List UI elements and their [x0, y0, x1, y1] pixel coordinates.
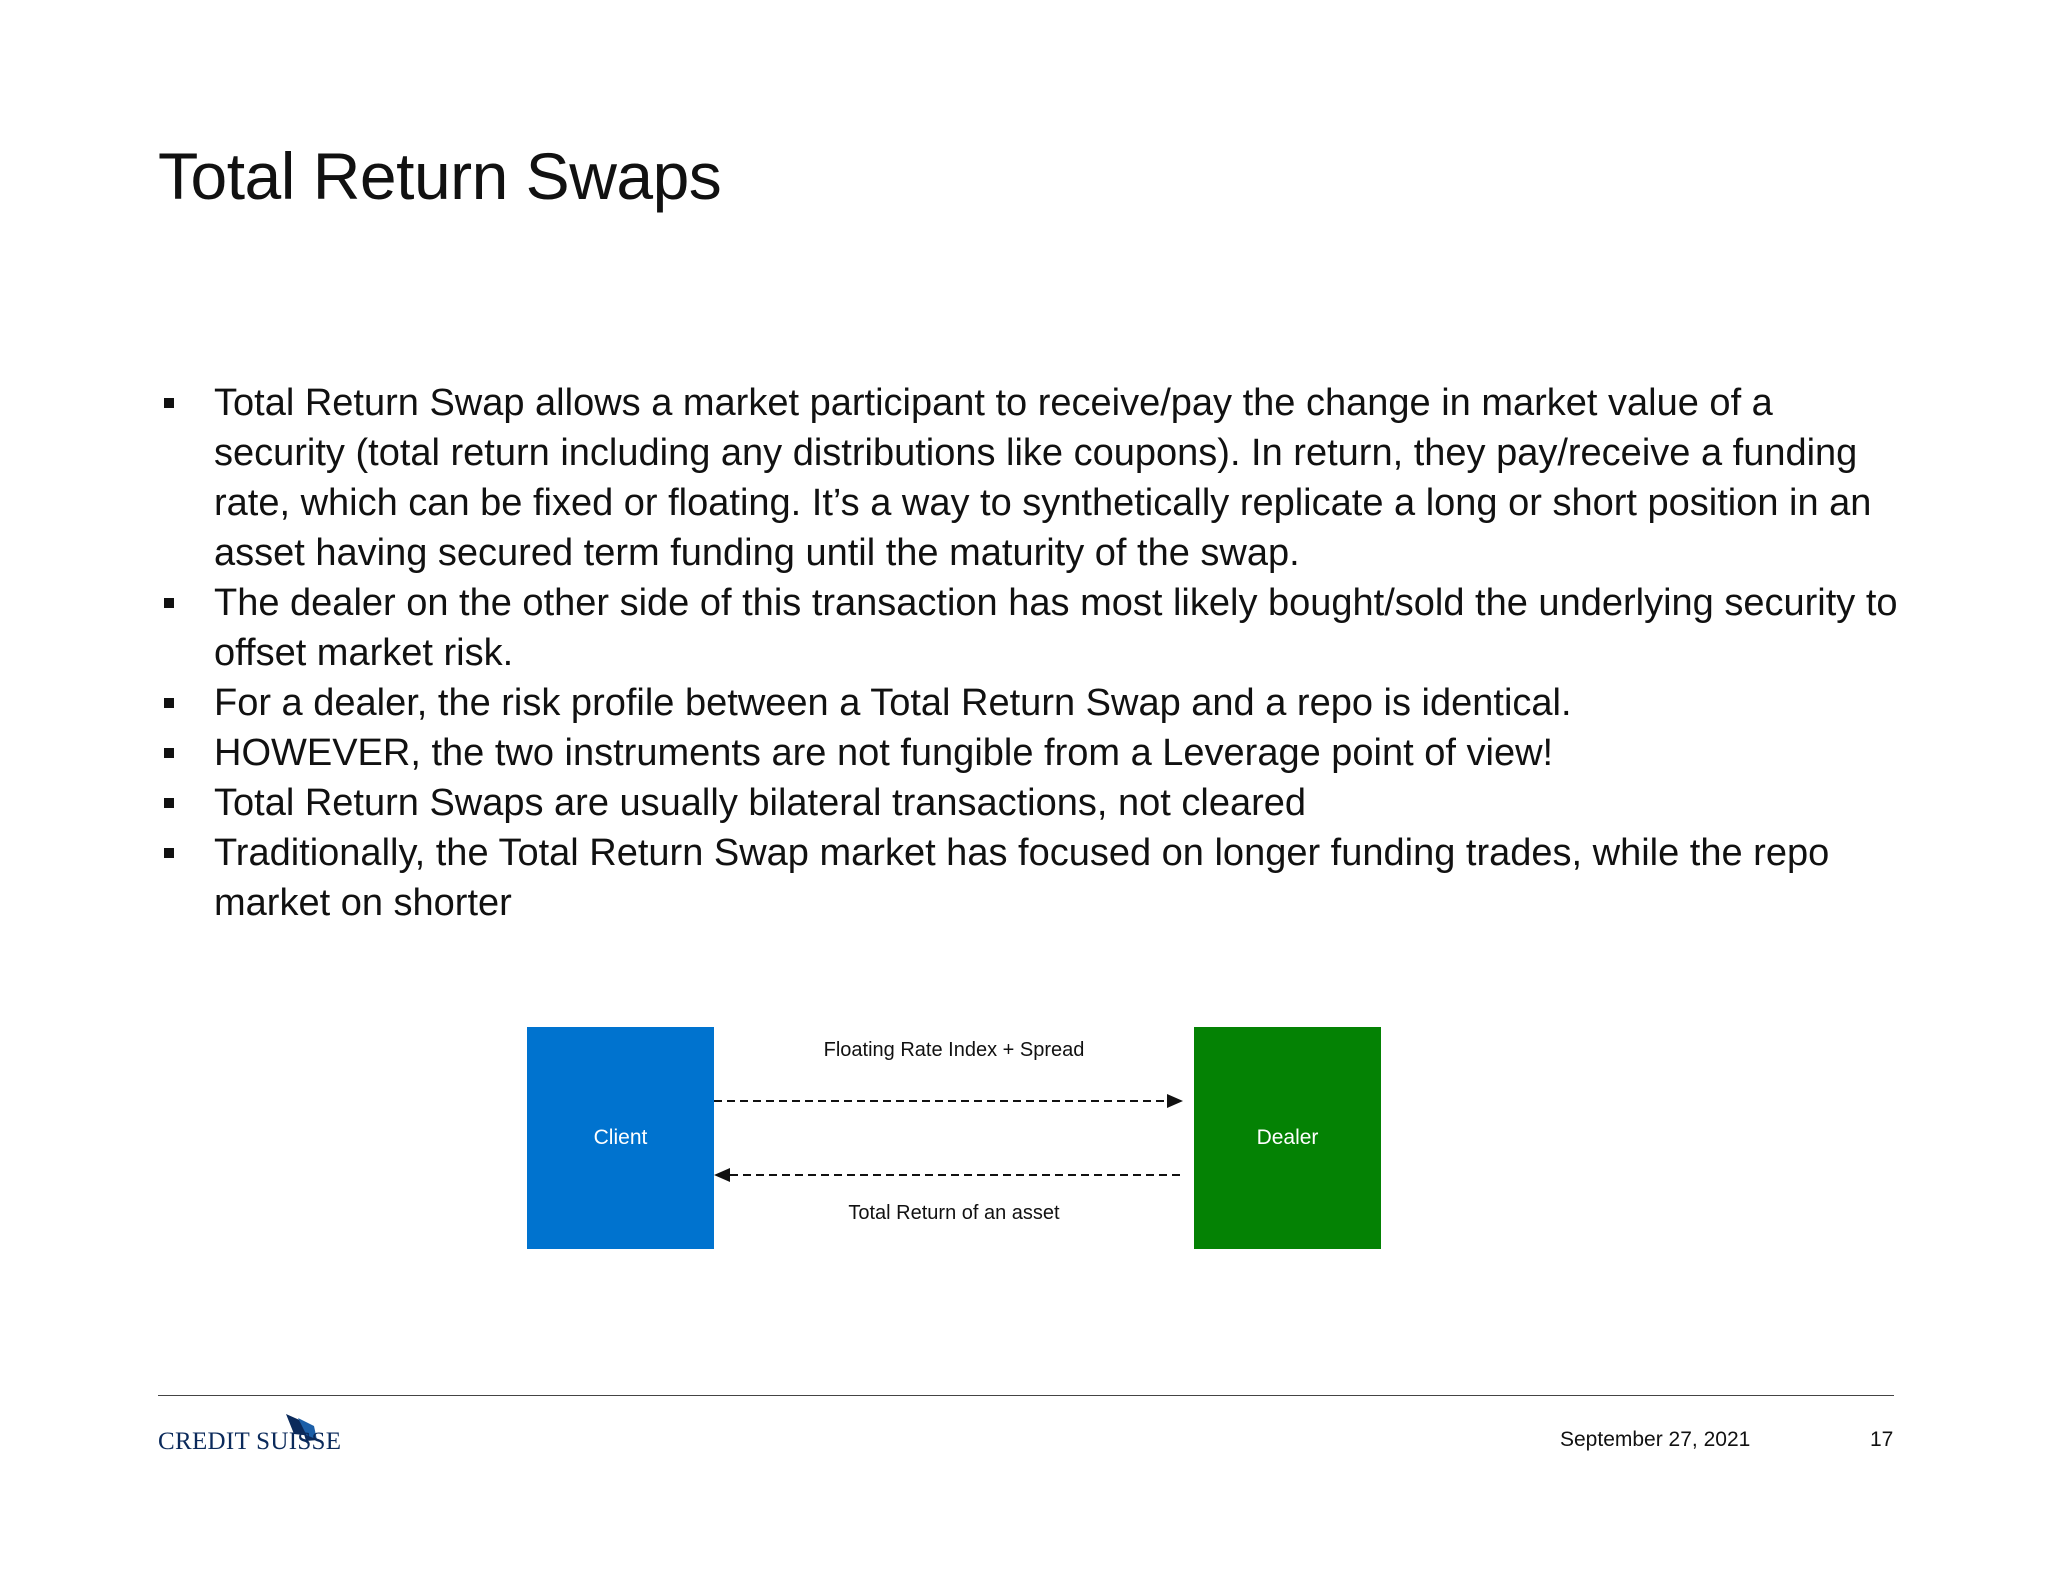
bullet-item — [158, 378, 1898, 578]
square-bullet-icon — [164, 598, 174, 608]
bullet-item — [158, 578, 1898, 678]
bullet-text: The dealer on the other side of this transaction has most likely bought/sold the underlying security to offset market risk. — [214, 582, 1898, 674]
bullet-item — [158, 728, 1898, 778]
bullet-text: Traditionally, the Total Return Swap market has focused on longer funding trades, while the repo market on shorter — [214, 832, 1830, 924]
square-bullet-icon — [164, 798, 174, 808]
flow-arrows — [527, 1027, 1381, 1249]
arrow-left-icon — [714, 1168, 1183, 1182]
swap-flow-diagram — [527, 1027, 1381, 1249]
slide-title: Total Return Swaps — [158, 139, 722, 213]
square-bullet-icon — [164, 398, 174, 408]
bullet-text: Total Return Swaps are usually bilateral transactions, not cleared — [214, 782, 1307, 824]
bullet-item — [158, 828, 1898, 928]
arrow-right-icon — [714, 1094, 1183, 1108]
credit-suisse-logo — [158, 1410, 342, 1460]
footer-divider — [158, 1395, 1894, 1396]
footer-date: September 27, 2021 — [1560, 1428, 1751, 1451]
square-bullet-icon — [164, 698, 174, 708]
bullet-text: Total Return Swap allows a market participant to receive/pay the change in market value of a security (total return including any distributions like coupons). In return, they pay/receive a funding rate, which can be fixed or floating. It’s a way to synthetically replicate a long or short position in an asset having secured term funding until the maturity of the swap. — [214, 382, 1872, 574]
page-number: 17 — [1870, 1428, 1894, 1451]
bullet-item — [158, 778, 1898, 828]
bullet-text: For a dealer, the risk profile between a Total Return Swap and a repo is identical. — [214, 682, 1572, 724]
bullet-item — [158, 678, 1898, 728]
client-label: Client — [593, 1126, 648, 1149]
square-bullet-icon — [164, 848, 174, 858]
bullet-text: HOWEVER, the two instruments are not fungible from a Leverage point of view! — [214, 732, 1554, 774]
square-bullet-icon — [164, 748, 174, 758]
bullet-list — [158, 378, 1898, 928]
logo-wordmark: CREDIT SUISSE — [158, 1428, 342, 1455]
total-return-flow-label: Total Return of an asset — [848, 1202, 1060, 1224]
dealer-label: Dealer — [1256, 1126, 1319, 1149]
floating-rate-flow-label: Floating Rate Index + Spread — [823, 1039, 1085, 1061]
